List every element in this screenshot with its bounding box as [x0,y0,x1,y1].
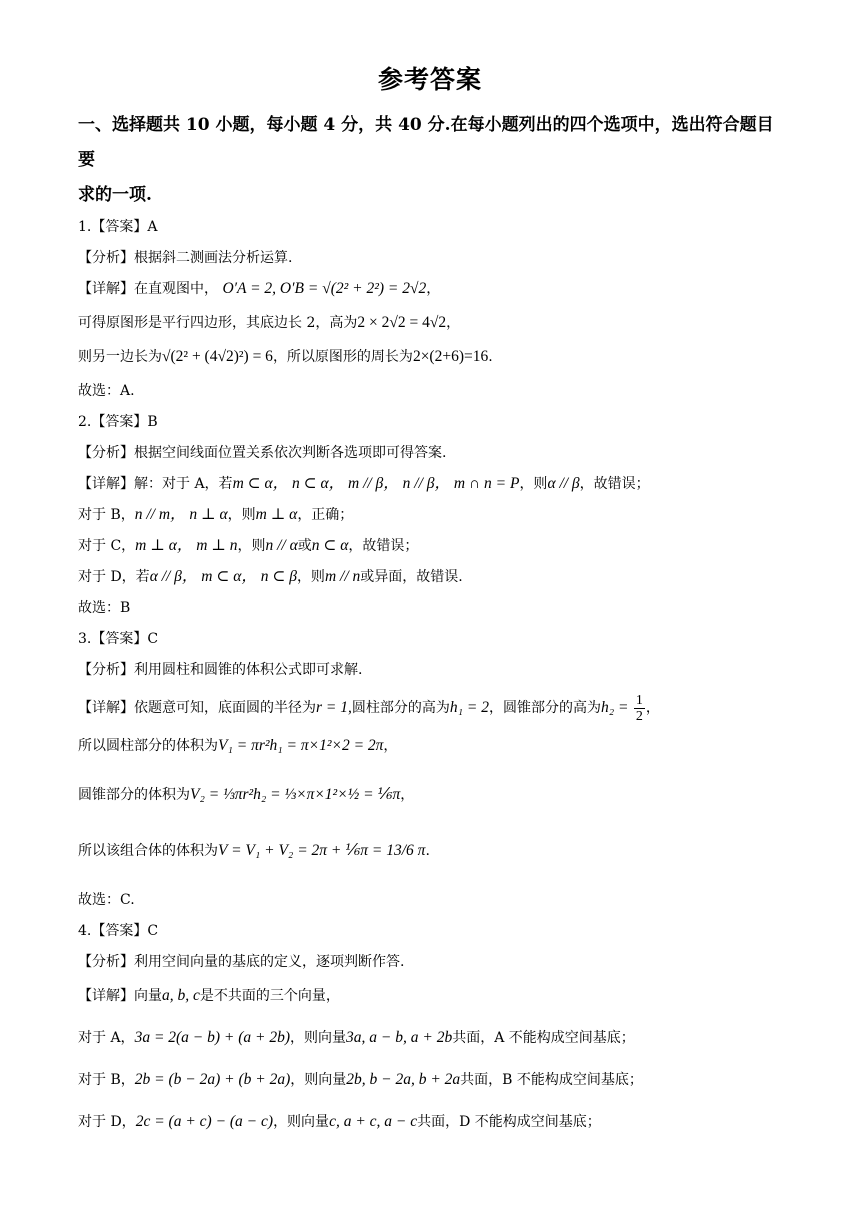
q3-d2-suffix: ， [383,738,398,754]
q2-d4-suffix: 或异面，故错误. [360,569,463,585]
q1-answer: 1.【答案】A [78,219,158,235]
q2-d3-math3: n ⊂ α [311,537,349,554]
q2-d3-suffix: ，故错误； [348,538,419,554]
q2-d1-math: m ⊂ α， n ⊂ α， m // β， n // β， m ∩ n = P [232,475,520,492]
q2-d2-math2: m ⊥ α [255,506,298,523]
q2-d3-mid: ，则 [237,538,266,554]
q3-d1-h1: h₁ = 2 [449,699,489,716]
q4-d4-suffix: 共面，D 不能构成空间基底； [417,1114,601,1130]
q3-d2-math: V₁ = πr²h₁ = π×1²×2 = 2π [218,737,384,754]
q4-d2-math2: 3a, a − b, a + 2b [346,1029,453,1046]
q4-analysis: 【分析】利用空间向量的基底的定义，逐项判断作答. [78,954,405,970]
q4-d1-prefix: 【详解】向量 [78,988,162,1004]
q1-line3-mid: ，所以原图形的周长为 [272,349,413,365]
q3-d1-suffix: ， [645,700,660,716]
q1-line3-prefix: 则另一边长为 [78,349,162,365]
q1-detail-math: O′A = 2, O′B = √(2² + 2²) = 2√2 [222,280,427,297]
q4-answer: 4.【答案】C [78,923,159,939]
q2-detail-c [78,536,782,556]
q1-line3-math: √(2² + (4√2)²) = 6 [162,348,273,365]
q1-choice: 故选：A. [78,383,135,399]
section-heading [78,108,782,213]
q2-d3-or: 或 [297,538,312,554]
q3-d1-mid2: ，圆锥部分的高为 [488,700,601,716]
q1-line2-math: 2 × 2√2 = 4√2 [357,314,447,331]
q2-d1-math2: α // β [547,475,580,492]
q1-line3-suffix: . [488,349,493,365]
page-title: 参考答案 [377,65,482,94]
q3-d1-r: r = 1, [316,699,352,716]
q4-detail-c [78,1070,782,1090]
q4-d4-math2: c, a + c, a − c [329,1113,418,1130]
q4-d3-math: 2b = (b − 2a) + (b + 2a) [134,1071,291,1088]
q1-line2-prefix: 可得原图形是平行四边形，其底边长 2，高为 [78,315,358,331]
q1-detail [78,279,782,299]
q2-d4-prefix: 对于 D，若 [78,569,150,585]
q2-detail-d [78,567,782,587]
q3-d1-mid: 圆柱部分的高为 [351,700,450,716]
q2-answer: 2.【答案】B [78,414,158,430]
q4-detail-d [78,1112,782,1132]
q3-detail-c [78,778,782,812]
q1-analysis: 【分析】根据斜二测画法分析运算. [78,250,293,266]
q4-detail-b [78,1028,782,1048]
q2-choice: 故选：B [78,600,131,616]
question-1 [78,217,782,401]
q2-d2-mid: ，则 [227,507,256,523]
q1-detail-prefix: 【详解】在直观图中， [78,281,218,297]
q3-d3-prefix: 圆锥部分的体积为 [78,787,190,803]
q2-analysis: 【分析】根据空间线面位置关系依次判断各选项即可得答案. [78,445,447,461]
q3-choice: 故选：C. [78,892,135,908]
q3-detail-b [78,736,782,756]
q4-d2-prefix: 对于 A， [78,1030,135,1046]
q4-d2-math: 3a = 2(a − b) + (a + 2b) [134,1029,291,1046]
q2-d4-math2: m // n [324,568,361,585]
q3-d3-math: V₂ = ⅓πr²h₂ = ⅓×π×1²×½ = ⅙π [190,786,401,803]
q3-d1-h2: h₂ = [600,699,629,716]
q4-d4-mid: ，则向量 [273,1114,330,1130]
q2-detail-b [78,505,782,525]
q2-d1-suffix: ，故错误； [579,476,650,492]
q4-d2-mid: ，则向量 [290,1030,347,1046]
q2-d3-math2: n // α [265,537,298,554]
question-4 [78,921,782,1132]
q3-h2-fraction: $\frac{1}{2}$ [635,692,643,724]
q4-d3-math2: 2b, b − 2a, b + 2a [346,1071,461,1088]
q2-d4-math: α // β， m ⊂ α， n ⊂ β [149,568,297,585]
q2-d1-mid: ，则 [519,476,548,492]
q4-d1-math: a, b, c [162,987,200,1004]
q3-detail-a [78,691,782,725]
q4-detail-a [78,986,782,1006]
q2-d2-math: n // m， n ⊥ α [134,506,228,523]
q2-d1-prefix: 【详解】解：对于 A，若 [78,476,233,492]
q3-d4-prefix: 所以该组合体的体积为 [78,843,218,859]
q3-answer: 3.【答案】C [78,631,159,647]
q4-d3-mid: ，则向量 [290,1072,347,1088]
q1-line3 [78,347,782,367]
q2-d3-prefix: 对于 C， [78,538,136,554]
question-3 [78,629,782,910]
q4-d3-prefix: 对于 B， [78,1072,135,1088]
q2-d4-mid: ，则 [296,569,325,585]
q3-d2-prefix: 所以圆柱部分的体积为 [78,738,218,754]
q3-d4-math: V = V₁ + V₂ = 2π + ⅙π = 13/6 π [218,842,426,859]
question-2 [78,412,782,618]
q3-analysis: 【分析】利用圆柱和圆锥的体积公式即可求解. [78,662,363,678]
section-heading-line-1: 一、选择题共 10 小题，每小题 4 分，共 40 分.在每小题列出的四个选项中，选出符合题目要 [78,115,774,170]
q2-d2-suffix: ，正确； [297,507,354,523]
q2-d2-prefix: 对于 B， [78,507,135,523]
q4-d1-suffix: 是不共面的三个向量， [199,988,340,1004]
q4-d3-suffix: 共面，B 不能构成空间基底； [460,1072,643,1088]
q1-line2-suffix: ， [446,315,461,331]
q3-d1-prefix: 【详解】依题意可知，底面圆的半径为 [78,700,316,716]
section-heading-line-2: 求的一项. [78,185,152,205]
answer-page [78,60,782,1132]
q3-d3-suffix: ， [400,787,415,803]
q3-d4-suffix: . [425,843,430,859]
q1-line3-math2: 2×(2+6)=16 [412,348,489,365]
q3-detail-d [78,834,782,868]
q1-detail-suffix: ， [426,281,441,297]
q2-detail-a [78,474,782,494]
q2-d3-math: m ⊥ α， m ⊥ n [135,537,238,554]
q4-d2-suffix: 共面，A 不能构成空间基底； [452,1030,635,1046]
q1-line2 [78,313,782,333]
q4-d4-math: 2c = (a + c) − (a − c) [135,1113,274,1130]
q4-d4-prefix: 对于 D， [78,1114,136,1130]
